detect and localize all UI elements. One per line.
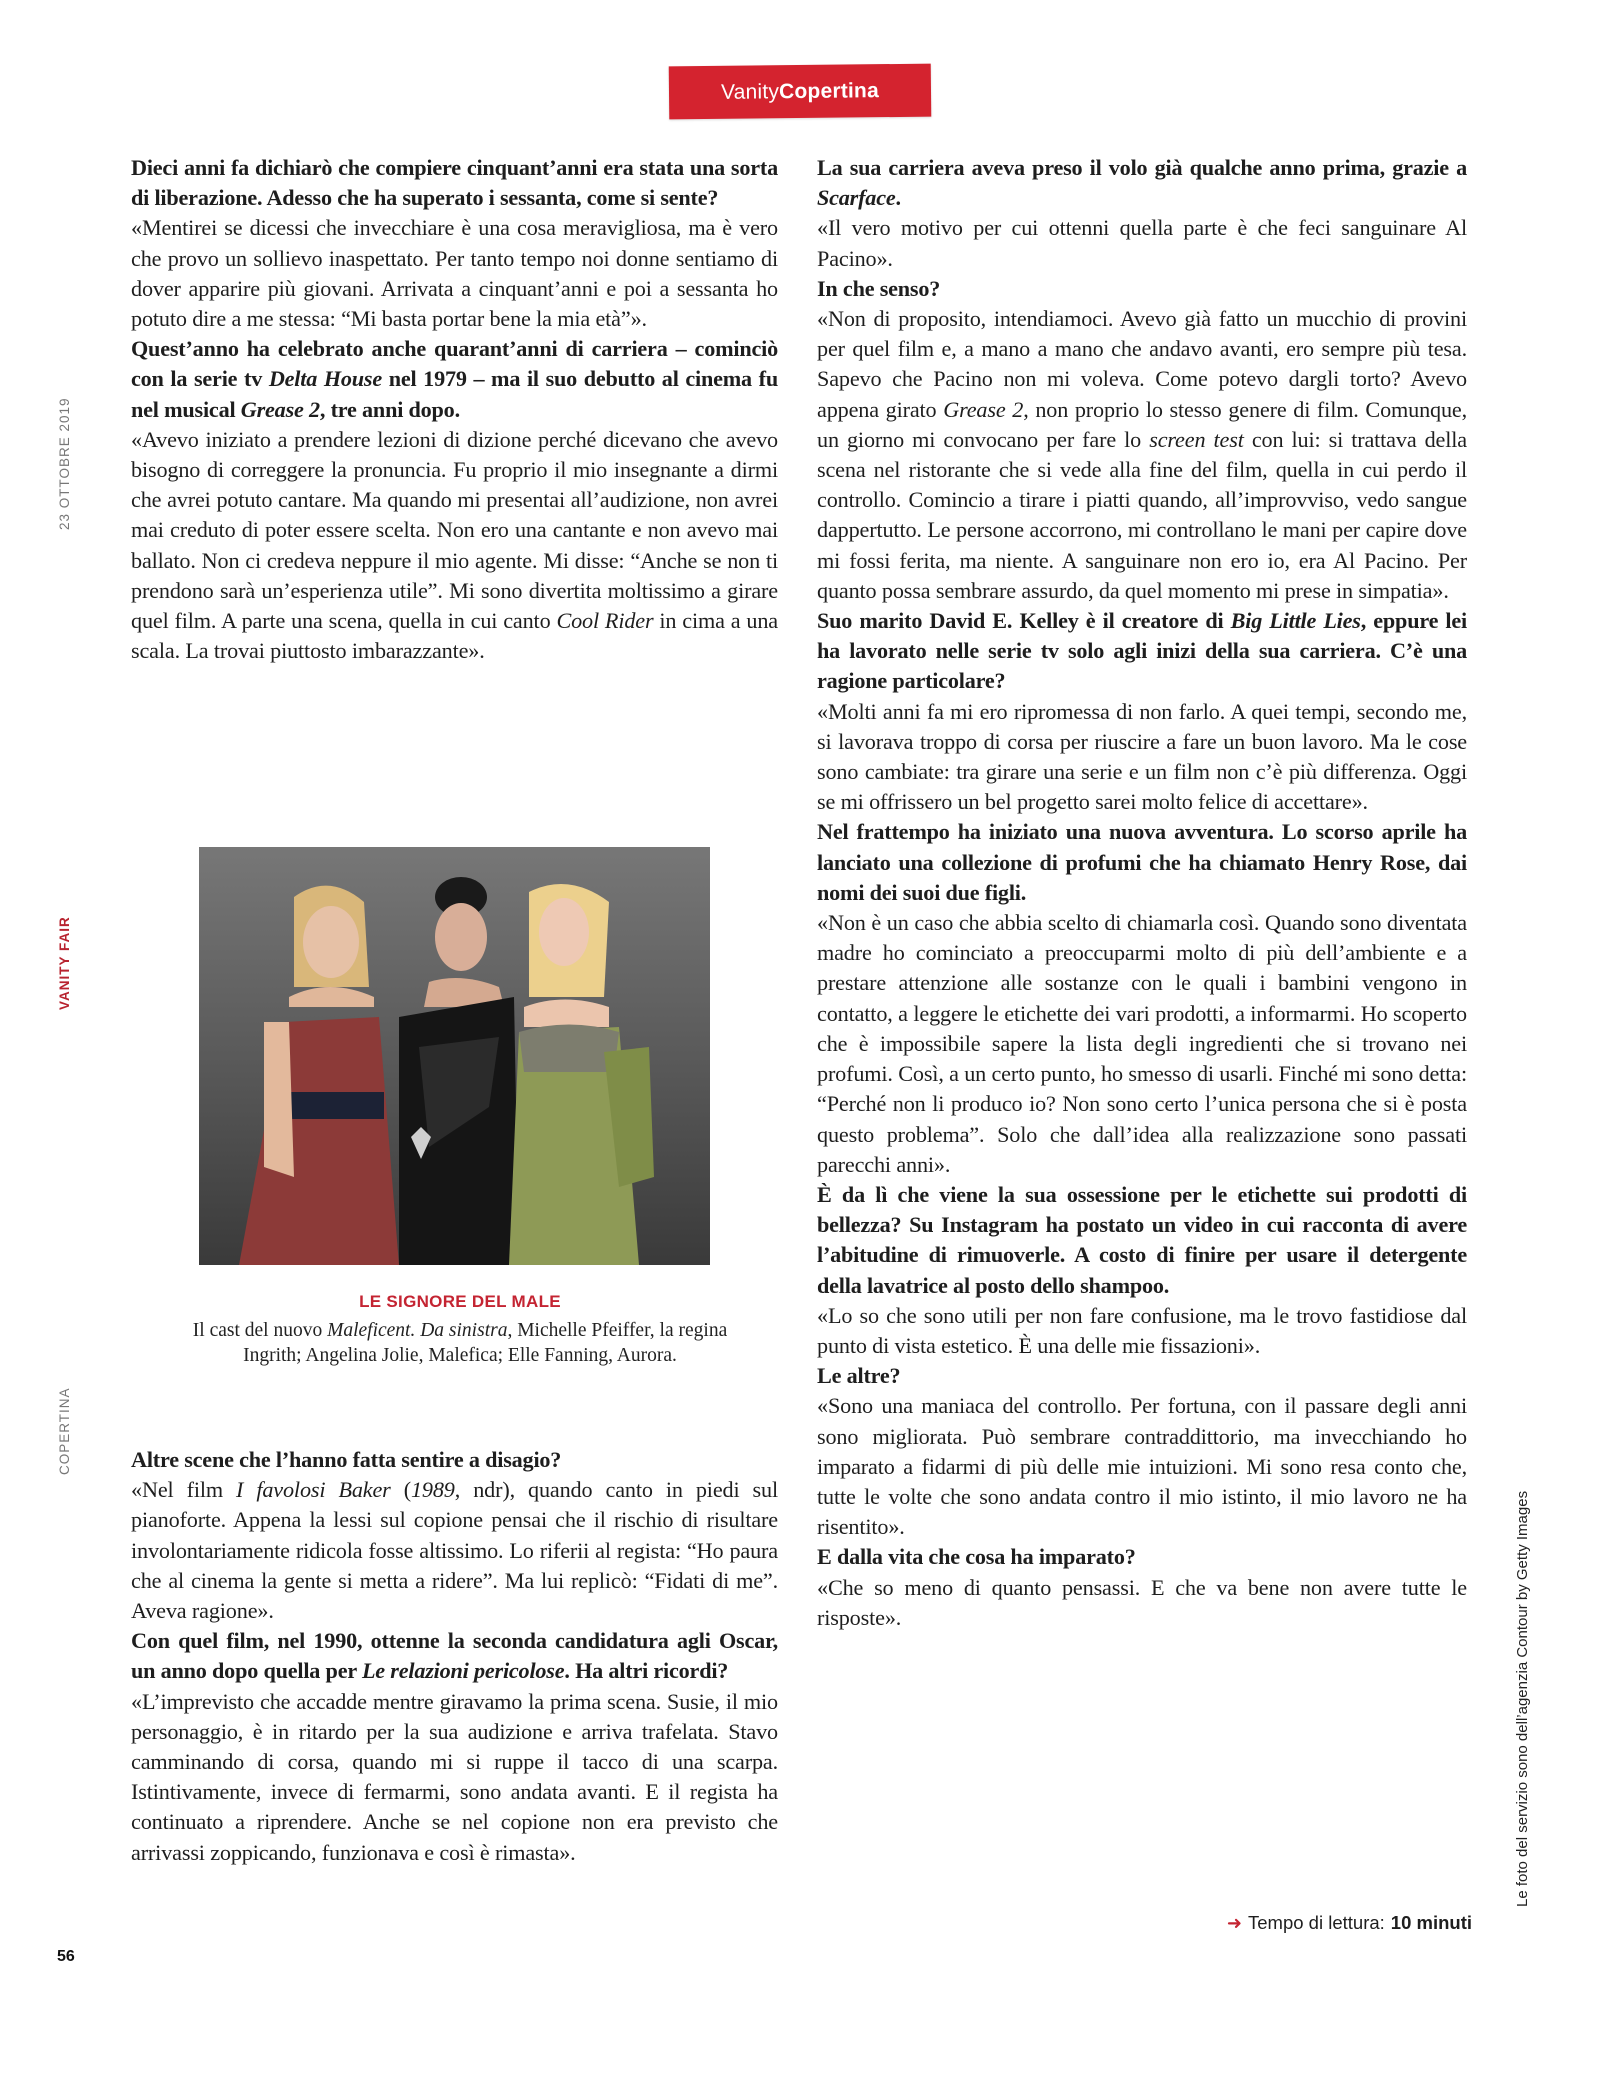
interview-question: Altre scene che l’hanno fatta sentire a disagio? [131,1447,562,1472]
arrow-right-icon: ➜ [1226,1912,1243,1933]
issue-date: 23 OTTOBRE 2019 [57,397,72,530]
photo-three-actresses [199,847,710,1265]
interview-question: Nel frattempo ha iniziato una nuova avventura. Lo scorso aprile ha lanciato una collezione di profumi che ha chiamato Henry Rose, dai nomi dei suoi due figli. [817,819,1467,905]
interview-answer: «L’imprevisto che accadde mentre giravamo la prima scena. Susie, il mio personaggio, è in ritardo per la sua audizione e arriva trafelata. Stavo camminando di corsa, quando mi si ruppe il tacco di una scarpa. Istintivamente, invece di fermarmi, sono andata avanti. E il regista ha continuato a riprendere. Anche se nel copione non era previsto che arrivassi zoppicando, funzionava e così è rimasta». [131,1688,778,1865]
interview-answer: «Mentirei se dicessi che invecchiare è una cosa meravigliosa, ma è vero che provo un sollievo inaspettato. Per tanto tempo noi donne sentiamo di dover apparire più giovani. Arrivata a cinquant’anni e poi a sessanta ho potuto dire a me stessa: “Mi basta portar bene la mia età”». [131,215,778,332]
magazine-name: VANITY FAIR [57,916,72,1010]
interview-question: Dieci anni fa dichiarò che compiere cinquant’anni era stata una sorta di liberazione. Adesso che ha superato i sessanta, come si sente? [131,155,778,211]
interview-question: Le altre? [817,1363,901,1389]
section-name: COPERTINA [57,1387,72,1475]
interview-answer: «Avevo iniziato a prendere lezioni di dizione perché dicevano che avevo bisogno di correggere la pronuncia. Fu proprio il mio insegnante a dirmi che avrei potuto cantare. Ma quando mi presentai all’audizione, non avrei mai creduto di poter essere scelta. Non ero una cantante e non avevo mai ballato. Non ci credeva neppure il mio agente. Mi disse: “Anche se non ti prendono sarà un’esperienza utile”. Mi sono divertita moltissimo a girare quel film. A parte una scena, quella in cui canto Cool Rider in cima a una scala. La trovai piuttosto imbarazzante». [131,426,778,664]
caption-title: LE SIGNORE DEL MALE [359,1292,561,1311]
interview-answer: «Non di proposito, intendiamoci. Avevo già fatto un mucchio di provini per quel film e, a mano a mano che andavo avanti, ero sempre più tesa. Sapevo che Pacino non mi voleva. Come potevo dargli torto? Avevo appena girato Grease 2, non proprio lo stesso genere di film. Comunque, un giorno mi convocano per fare lo screen test con lui: si trattava della scena nel ristorante che si vede alla fine del film, quella in cui perdo il controllo. Comincio a tirare i piatti quando, all’improvviso, vedo sangue dappertutto. Le persone accorrono, mi controllano le mani per capire dove mi fossi ferita, ma niente. A sanguinare non ero io, era Al Pacino. Per quanto possa sembrare assurdo, da quel momento mi prese in simpatia». [817,306,1467,603]
interview-answer: «Lo so che sono utili per non fare confusione, ma le trovo fastidiose dal punto di vista estetico. È una delle mie fissazioni». [817,1302,1467,1358]
article-column-left-top [131,153,778,666]
interview-question: E dalla vita che cosa ha imparato? [817,1544,1136,1570]
photo-credit: Le foto del servizio sono dell’agenzia Contour by Getty Images [1514,1490,1531,1907]
article-photo [199,847,710,1265]
interview-question: Quest’anno ha celebrato anche quarant’anni di carriera – cominciò con la serie tv Delta House nel 1979 – ma il suo debutto al cinema fu nel musical Grease 2, tre anni dopo. [131,336,778,422]
interview-question: Suo marito David E. Kelley è il creatore di Big Little Lies, eppure lei ha lavorato nelle serie tv solo agli inizi della sua carriera. C’è una ragione particolare? [817,608,1467,694]
interview-answer: «Nel film I favolosi Baker (1989, ndr), quando canto in piedi sul pianoforte. Appena la lessi sul copione pensai che il rischio di risultare involontariamente ridicola fosse altissimo. Lo riferii al regista: “Ho paura che al cinema la gente si metta a ridere”. Ma lui replicò: “Fidati di me”. Aveva ragione». [131,1477,778,1624]
section-tag-section: Copertina [778,78,880,103]
interview-answer: «Che so meno di quanto pensassi. E che va bene non avere tutte le risposte». [817,1574,1467,1630]
section-tag [669,64,932,120]
photo-caption [190,1292,730,1368]
article-column-right [817,153,1467,1633]
interview-answer: «Molti anni fa mi ero ripromessa di non farlo. A quei tempi, secondo me, si lavorava troppo di corsa per riuscire a fare un buon lavoro. Ma le cose sono cambiate: tra girare una serie e un film non c’è più differenza. Oggi se mi offrissero un bel progetto sarei molto felice di accettare». [817,698,1467,815]
article-column-left-bottom [131,1445,778,1868]
reading-time-label: Tempo di lettura: [1248,1912,1385,1933]
interview-answer: «Il vero motivo per cui ottenni quella parte è che feci sanguinare Al Pacino». [817,215,1467,271]
page-number: 56 [57,1948,75,1965]
interview-question: Con quel film, nel 1990, ottenne la seconda candidatura agli Oscar, un anno dopo quella per Le relazioni pericolose. Ha altri ricordi? [131,1628,778,1684]
interview-answer: «Sono una maniaca del controllo. Per fortuna, con il passare degli anni sono migliorata. Può sembrare contraddittorio, ma invecchiando ho imparato a fidarmi di più delle mie intuizioni. Mi sono resa conto che, tutte le volte che sono andata contro il mio istinto, il mio lavoro ne ha risentito». [817,1393,1467,1540]
interview-question: La sua carriera aveva preso il volo già qualche anno prima, grazie a Scarface. [817,155,1467,211]
interview-question: È da lì che viene la sua ossessione per le etichette sui prodotti di bellezza? Su Instagram ha postato un video in cui racconta di avere l’abitudine di rimuoverle. A costo di finire per usare il detergente della lavatrice al posto dello shampoo. [817,1181,1467,1298]
reading-time-value: 10 minuti [1390,1912,1472,1933]
caption-text: Il cast del nuovo Maleficent. Da sinistra, Michelle Pfeiffer, la regina Ingrith; Angelina Jolie, Malefica; Elle Fanning, Aurora. [192,1320,728,1366]
reading-time [1227,1912,1472,1934]
interview-question: In che senso? [817,275,941,301]
interview-answer: «Non è un caso che abbia scelto di chiamarla così. Quando sono diventata madre ho cominciato a preoccuparmi molto di più dell’ambiente e a prestare attenzione alle sostanze con le quali i bambini vengono in contatto, a leggere le etichette dei vari prodotti, a informarmi. Ho scoperto che è impossibile sapere la lista degli ingredienti che si trovano nei profumi. Così, a un certo punto, ho smesso di usarli. Finché mi sono detta: “Perché non li produco io? Non sono certo l’unica persona che si è posta questo problema”. Solo che dall’idea alla realizzazione sono passati parecchi anni». [817,910,1467,1177]
section-tag-brand: Vanity [720,79,780,104]
